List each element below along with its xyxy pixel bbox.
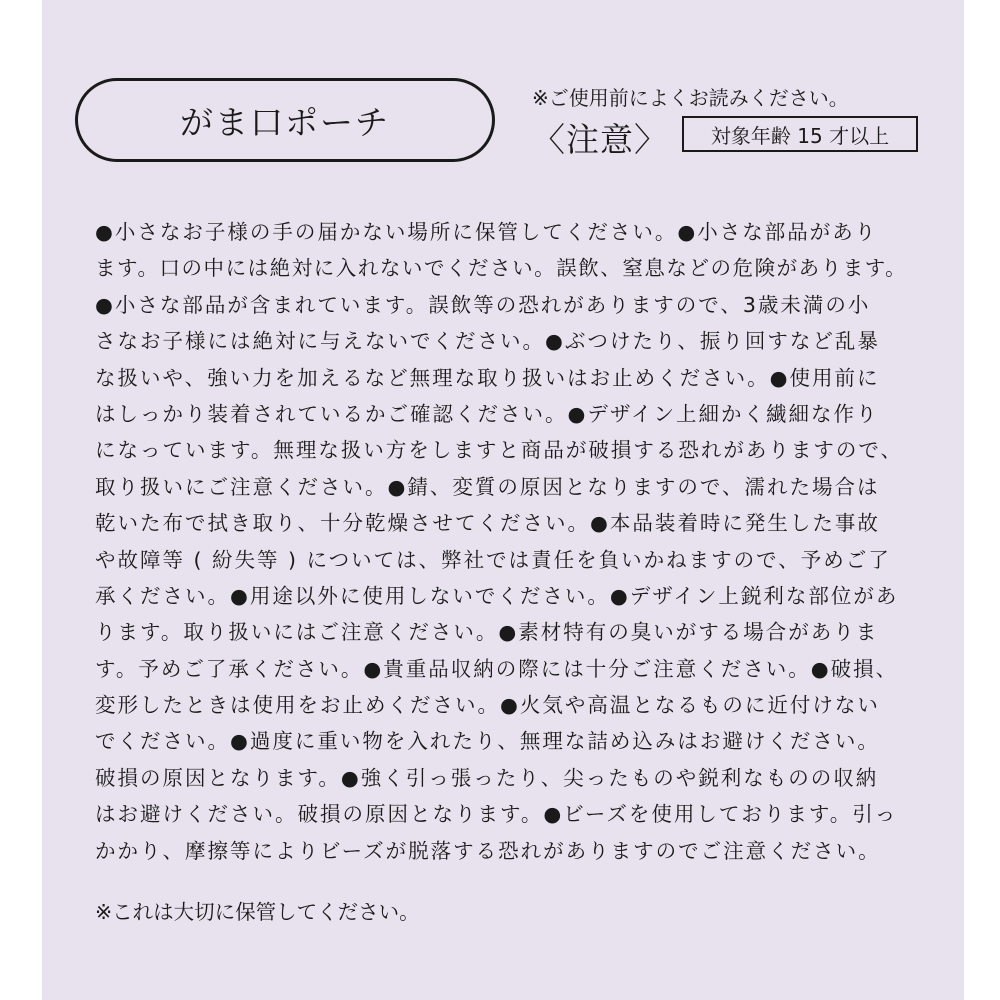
caution-body-text — [95, 214, 907, 869]
body-line: ●小さな部品が含まれています。誤飲等の恐れがありますので、3歳未満の小 — [95, 292, 871, 317]
body-line: や故障等 ( 紛失等 ) については、弊社では責任を負いかねますので、予めご了 — [95, 547, 891, 572]
read-before-use-note: ※ご使用前によくお読みください。 — [532, 86, 849, 110]
age-rating-badge: 対象年齢 15 才以上 — [682, 116, 918, 152]
body-line: 取り扱いにご注意ください。●錆、変質の原因となりますので、濡れた場合は — [95, 474, 880, 499]
body-line: 承ください。●用途以外に使用しないでください。●デザイン上鋭利な部位があ — [95, 583, 899, 608]
body-line: 乾いた布で拭き取り、十分乾燥させてください。●本品装着時に発生した事故 — [95, 511, 880, 536]
body-line: ります。取り扱いにはご注意ください。●素材特有の臭いがする場合がありま — [95, 620, 879, 645]
caution-heading: 〈注意〉 — [532, 120, 668, 159]
body-line: ●小さなお子様の手の届かない場所に保管してください。●小さな部品があり — [95, 220, 878, 244]
body-line: かかり、摩擦等によりビーズが脱落する恐れがありますのでご注意ください。 — [95, 838, 881, 863]
keep-safe-note: ※これは大切に保管してください。 — [95, 900, 420, 924]
body-line: さなお子様には絶対に与えないでください。●ぶつけたり、振り回すなど乱暴 — [95, 329, 880, 354]
product-title-box — [75, 78, 495, 162]
body-line: はしっかり装着されているかご確認ください。●デザイン上細かく繊細な作り — [95, 401, 879, 426]
body-line: ます。口の中には絶対に入れないでください。誤飲、窒息などの危険があります。 — [95, 256, 908, 281]
body-line: 破損の原因となります。●強く引っ張ったり、尖ったものや鋭利なものの収納 — [95, 765, 879, 790]
body-line: になっています。無理な扱い方をしますと商品が破損する恐れがありますので、 — [95, 438, 903, 463]
body-line: す。予めご了承ください。●貴重品収納の際には十分ご注意ください。●破損、 — [95, 656, 899, 681]
body-line: はお避けください。破損の原因となります。●ビーズを使用しております。引っ — [95, 802, 898, 827]
body-line: でください。●過度に重い物を入れたり、無理な詰め込みはお避けください。 — [95, 729, 880, 754]
body-line: な扱いや、強い力を加えるなど無理な取り扱いはお止めください。●使用前に — [95, 365, 880, 390]
product-title: がま口ポーチ — [180, 102, 390, 142]
body-line: 変形したときは使用をお止めください。●火気や高温となるものに近付けない — [95, 693, 880, 718]
